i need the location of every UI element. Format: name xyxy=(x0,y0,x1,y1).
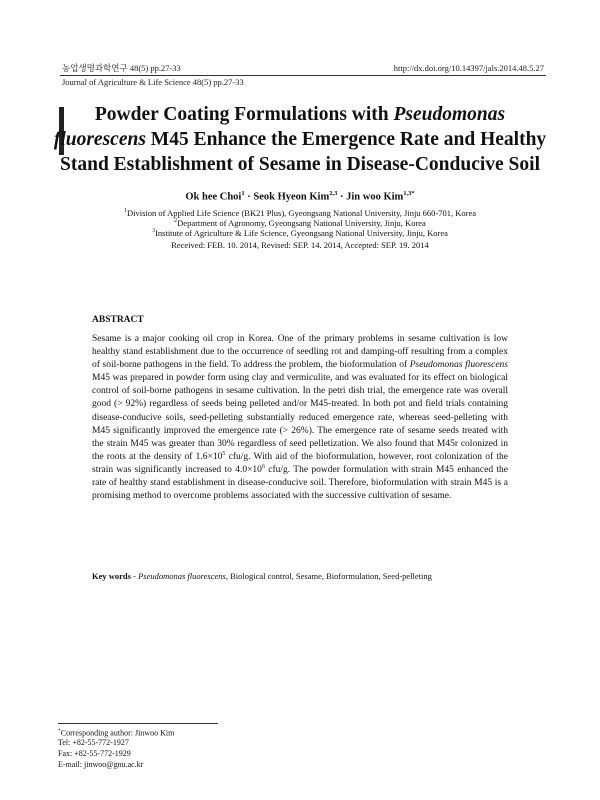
journal-english-header: Journal of Agriculture & Life Science 48(5) pp.27-33 xyxy=(62,77,244,87)
author-list: Ok hee Choi$^1$ · Seok Hyeon Kim$^{2,3}$ · Jin woo Kim$^{1,3*}$ xyxy=(185,190,415,203)
doi-link[interactable]: http://dx.doi.org/10.14397/jals.2014.48.5.27 xyxy=(393,63,544,73)
affiliation-2: $^2$Department of Agronomy, Gyeongsang National University, Jinju, Korea xyxy=(174,217,426,228)
author-name: Seok Hyeon Kim xyxy=(253,191,330,203)
author-name: Ok hee Choi xyxy=(185,191,242,203)
corresponding-author: *Corresponding author: Jinwoo Kim xyxy=(58,728,175,738)
journal-korean-header: 농업생명과학연구 48(5) pp.27-33 xyxy=(62,63,181,73)
title-line-2: fluorescens M45 Enhance the Emergence Rate and Healthy xyxy=(53,129,547,150)
header-rule xyxy=(60,75,546,76)
email-link[interactable]: E-mail: jinwoo@gnu.ac.kr xyxy=(58,760,144,769)
abstract-body: Sesame is a major cooking oil crop in Korea. One of the primary problems in sesame cultivation is low healthy stand establishment due to the occurrence of seedling rot and damping-off resulting from a complex of soil-borne pathogens in the field. To address the problem, the bioformulation of Pseudomonas fluorescens M45 was prepared in powder form using clay and vermiculite, and was evaluated for its effect on biological control of soil-borne pathogens in sesame cultivation. In the petri dish trial, the emergence rate was overall good (> 92%) regardless of seeds being pelleted and/or M45-treated. In both pot and field trials containing disease-conducive soils, seed-pelleting substantially reduced emergence rate, whereas seed-pelleting with M45 significantly improved the emergence rate (> 26%). The emergence rate of sesame seeds treated with the strain M45 was greater than 30% regardless of seed pelletization. We also found that M45r colonized in the roots at the density of $1.6\times 10^5$ cfu/g. With aid of the bioformulation, however, root colonization of the strain was significantly increased to $4.0\times 10^6$ cfu/g. The powder formulation with strain M45 enhanced the rate of healthy stand establishment in disease-conducive soil. Therefore, bioformulation with strain M45 is a promising method to overcome problems associated with the successive cultivation of sesame. xyxy=(92,334,509,502)
article-dates: Received: FEB. 10. 2014, Revised: SEP. 14. 2014, Accepted: SEP. 19. 2014 xyxy=(171,240,429,250)
affiliation-1: $^1$Division of Applied Life Science (BK21 Plus), Gyeongsang National University, Jinju 660-701, Korea xyxy=(123,207,477,218)
keywords: Key words - Pseudomonas fluorescens, Biological control, Sesame, Bioformulation, Seed-pelleting xyxy=(92,571,432,581)
title-line-1: Powder Coating Formulations with Pseudomonas xyxy=(94,104,506,125)
affiliation-3: $^3$Institute of Agriculture & Life Science, Gyeongsang National University, Jinju, Korea xyxy=(152,227,448,238)
author-name: Jin woo Kim xyxy=(346,191,404,203)
title-line-3: Stand Establishment of Sesame in Disease-Conducive Soil xyxy=(60,154,540,175)
phone: Tel: +82-55-772-1927 xyxy=(58,738,129,747)
footnote-rule xyxy=(58,723,218,724)
abstract-heading: ABSTRACT xyxy=(92,315,144,325)
fax: Fax: +82-55-772-1929 xyxy=(58,749,131,758)
